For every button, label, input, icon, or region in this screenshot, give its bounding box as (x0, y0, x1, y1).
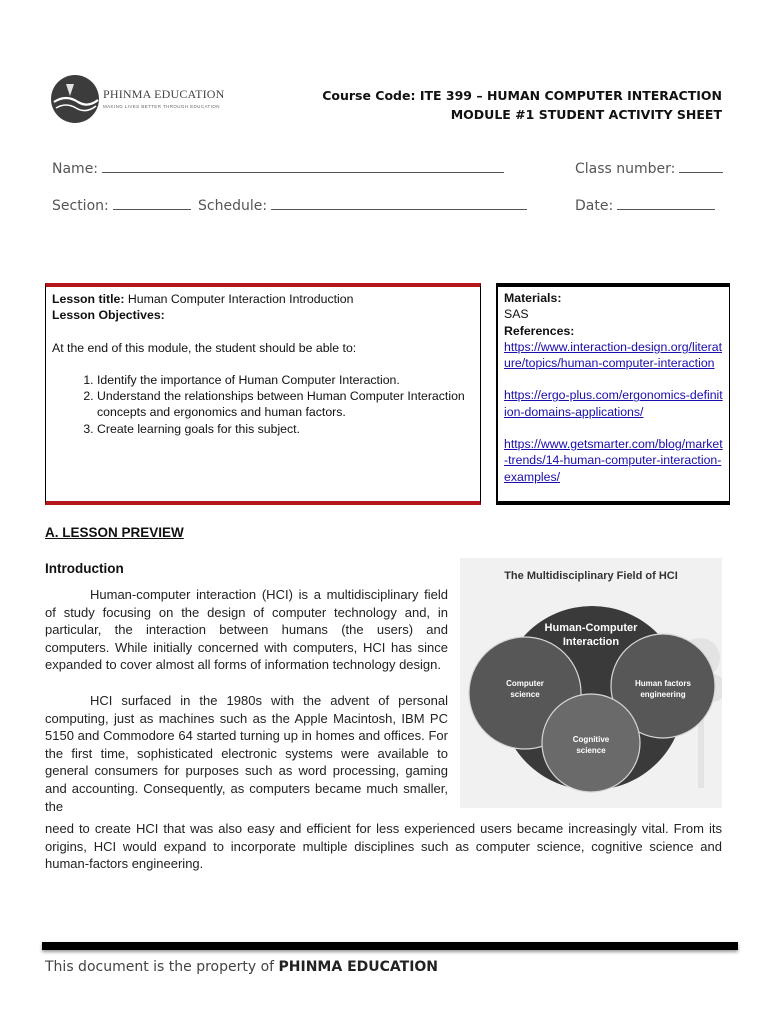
section-label: Section: (52, 198, 109, 214)
lesson-objectives-label: Lesson Objectives: (52, 308, 165, 323)
human-factors-line2: engineering (640, 690, 686, 699)
reference-link[interactable]: https://www.getsmarter.com/blog/market-trends/14-human-computer-interaction-examples/ (504, 437, 723, 484)
human-factors-label (618, 678, 708, 700)
lesson-info-cell (45, 283, 481, 505)
lesson-title-value: Human Computer Interaction Introduction (127, 292, 354, 306)
human-factors-line1: Human factors (634, 679, 691, 688)
logo-text (103, 87, 225, 109)
lesson-title-row (52, 291, 474, 307)
module-title: MODULE #1 STUDENT ACTIVITY SHEET (450, 107, 722, 122)
objective-item: 2. Understand the relationships between Human Computer Interaction concepts and ergonomics and human factors. (97, 388, 474, 421)
materials-label: Materials: (504, 291, 562, 305)
cognitive-science-line2: science (576, 746, 606, 755)
footer-notice (45, 959, 438, 975)
class-number-label: Class number: (575, 161, 676, 177)
center-label-line1: Human-Computer (544, 622, 638, 634)
materials-value: SAS (504, 307, 529, 322)
section-line (113, 195, 191, 210)
course-header (322, 86, 722, 124)
objective-item: 1. Identify the importance of Human Computer Interaction. (97, 372, 474, 388)
objective-item: 3. Create learning goals for this subject. (97, 421, 474, 437)
objectives-list (52, 372, 474, 437)
cognitive-science-line1: Cognitive (572, 735, 610, 744)
logo-name: PHINMA EDUCATION (103, 87, 225, 101)
date-line (617, 195, 715, 210)
center-label-line2: Interaction (562, 636, 620, 648)
cognitive-science-label (551, 734, 631, 756)
computer-science-label (485, 678, 565, 700)
footer-owner: PHINMA EDUCATION (278, 959, 439, 975)
hci-diagram (460, 558, 722, 808)
class-number-field (575, 158, 723, 177)
diagram-title: The Multidisciplinary Field of HCI (504, 570, 678, 582)
footer-divider (42, 942, 738, 950)
date-label: Date: (575, 198, 614, 214)
reference-link[interactable]: https://www.interaction-design.org/literature/topics/human-computer-interaction (504, 339, 723, 371)
name-field (52, 158, 504, 177)
intro-heading: Introduction (45, 561, 124, 576)
logo-tagline: MAKING LIVES BETTER THROUGH EDUCATION (103, 104, 220, 109)
footer-text: This document is the property of (45, 959, 279, 975)
intro-paragraph-2b: need to create HCI that was also easy and efficient for less experienced users became increasingly vital. From its origins, HCI would expand to incorporate multiple disciplines such as computer science, cognitive science and human-factors engineering. (45, 821, 722, 872)
objectives-intro: At the end of this module, the student should be able to: (52, 340, 357, 355)
materials-cell (497, 283, 730, 505)
name-label: Name: (52, 161, 99, 177)
computer-science-line1: Computer (506, 679, 544, 688)
course-code: Course Code: ITE 399 – HUMAN COMPUTER INTERACTION (322, 88, 722, 103)
computer-science-line2: science (510, 690, 540, 699)
intro-paragraph-1: Human-computer interaction (HCI) is a multidisciplinary field of study focusing on the design of computer technology and, in particular, the interaction between humans (the users) and computers. While initially concerned with computers, HCI has since expanded to cover almost all forms of information technology design. (45, 587, 448, 673)
reference-link[interactable]: https://ergo-plus.com/ergonomics-definition-domains-applications/ (504, 388, 723, 419)
schedule-field (198, 195, 527, 214)
intro-paragraph-2a: HCI surfaced in the 1980s with the advent of personal computing, just as machines such as the Apple Macintosh, IBM PC 5150 and Commodore 64 started turning up in homes and offices. For the first time, sophisticated electronic systems were available to general consumers for purposes such as word processing, gaming and accounting. Consequently, as computers became much smaller, the (45, 693, 448, 814)
section-title: A. LESSON PREVIEW (45, 525, 184, 540)
references-label: References: (504, 323, 575, 338)
schedule-label: Schedule: (198, 198, 268, 214)
class-number-line (679, 158, 723, 173)
schedule-line (271, 195, 527, 210)
center-label (460, 621, 722, 649)
table-spacer (481, 283, 497, 505)
name-line (102, 158, 504, 173)
date-field (575, 195, 715, 214)
section-field (52, 195, 191, 214)
lesson-title-label: Lesson title: (52, 292, 125, 306)
